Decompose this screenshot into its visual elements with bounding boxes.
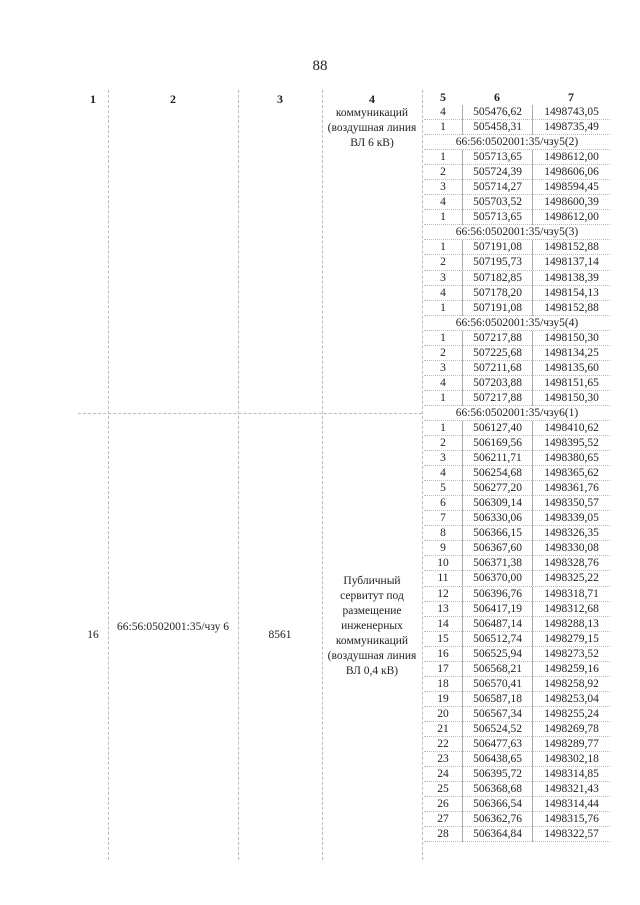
coordinate-row (424, 481, 610, 496)
coordinate-y: 1498138,39 (532, 271, 610, 286)
coordinate-row (424, 782, 610, 797)
coordinate-row (424, 180, 610, 195)
coordinate-x: 505713,65 (462, 150, 532, 165)
coordinate-y: 1498328,76 (532, 556, 610, 571)
point-number: 13 (437, 602, 449, 615)
coordinate-y: 1498253,04 (532, 692, 610, 707)
coordinate-row (424, 346, 610, 361)
coordinate-row (424, 301, 610, 316)
point-number: 1 (440, 331, 446, 344)
point-number: 26 (437, 798, 449, 811)
coordinate-y: 1498255,24 (532, 707, 610, 722)
section-heading: 66:56:0502001:35/чзу5(2) (424, 135, 610, 150)
coordinate-x: 506211,71 (462, 451, 532, 466)
coordinate-y: 1498134,25 (532, 346, 610, 361)
point-number: 3 (440, 271, 446, 284)
record-number: 16 (87, 629, 99, 641)
coordinate-row (424, 240, 610, 255)
coordinate-row (424, 496, 610, 511)
header-col-3: 3 (277, 92, 283, 106)
coordinate-x: 507191,08 (462, 240, 532, 255)
record-separator (78, 413, 422, 414)
point-number: 2 (440, 437, 446, 450)
coordinate-rows (424, 105, 610, 842)
point-number: 1 (440, 121, 446, 134)
coordinate-x: 505713,65 (462, 210, 532, 225)
coordinate-row (424, 120, 610, 135)
coordinate-row (424, 692, 610, 707)
point-number: 23 (437, 753, 449, 766)
point-number: 14 (437, 617, 449, 630)
point-number: 1 (440, 211, 446, 224)
page-number: 88 (312, 58, 328, 74)
coordinate-y: 1498395,52 (532, 436, 610, 451)
coordinate-x: 506524,52 (462, 722, 532, 737)
header-col-5: 5 (440, 90, 446, 104)
coordinate-row (424, 376, 610, 391)
point-number: 11 (437, 572, 449, 585)
column-divider (422, 90, 423, 860)
coordinate-x: 506570,41 (462, 677, 532, 692)
coordinate-y: 1498315,76 (532, 812, 610, 827)
coordinate-y: 1498314,44 (532, 797, 610, 812)
coordinate-table (424, 90, 610, 842)
coordinate-row (424, 647, 610, 662)
point-number: 1 (440, 151, 446, 164)
coordinate-x: 506512,74 (462, 632, 532, 647)
coordinate-x: 506438,65 (462, 752, 532, 767)
coordinate-x: 507195,73 (462, 255, 532, 270)
point-number: 9 (440, 542, 446, 555)
coordinate-x: 506396,76 (462, 587, 532, 602)
coordinate-row (424, 286, 610, 301)
coordinate-row (424, 587, 610, 602)
coordinate-row (424, 436, 610, 451)
coordinate-x: 507217,88 (462, 331, 532, 346)
coordinate-row (424, 105, 610, 120)
point-number: 2 (440, 346, 446, 359)
coordinate-y: 1498339,05 (532, 511, 610, 526)
coordinate-row (424, 150, 610, 165)
coordinate-y: 1498151,65 (532, 376, 610, 391)
coordinate-y: 1498150,30 (532, 331, 610, 346)
point-number: 1 (440, 241, 446, 254)
point-number: 3 (440, 361, 446, 374)
coordinate-row (424, 812, 610, 827)
coordinate-x: 507217,88 (462, 391, 532, 406)
coordinate-row (424, 526, 610, 541)
point-number: 3 (440, 452, 446, 465)
coordinate-y: 1498312,68 (532, 602, 610, 617)
record-description: Публичный сервитут под размещение инженерных коммуникаций (воздушная линия ВЛ 0,4 кВ) (327, 575, 417, 677)
header-col-7: 7 (568, 90, 574, 104)
coordinate-y: 1498152,88 (532, 301, 610, 316)
coordinate-y: 1498135,60 (532, 361, 610, 376)
point-number: 4 (440, 286, 446, 299)
coordinate-y: 1498600,39 (532, 195, 610, 210)
coordinate-row (424, 752, 610, 767)
record-columns (78, 90, 422, 860)
coordinate-row (424, 571, 610, 586)
point-number: 5 (440, 482, 446, 495)
coordinate-row (424, 737, 610, 752)
coordinate-x: 507191,08 (462, 301, 532, 316)
coordinate-y: 1498612,00 (532, 210, 610, 225)
coordinate-row (424, 767, 610, 782)
column-divider (108, 90, 109, 860)
coordinate-x: 506417,19 (462, 602, 532, 617)
coordinate-x: 505703,52 (462, 195, 532, 210)
point-number: 7 (440, 512, 446, 525)
point-number: 22 (437, 737, 449, 750)
coordinate-row (424, 331, 610, 346)
point-number: 25 (437, 783, 449, 796)
coordinate-y: 1498152,88 (532, 240, 610, 255)
header-col-4: 4 (369, 92, 375, 106)
coordinate-x: 506277,20 (462, 481, 532, 496)
coordinate-row (424, 511, 610, 526)
coordinate-row (424, 451, 610, 466)
coordinate-row (424, 632, 610, 647)
point-number: 16 (437, 647, 449, 660)
point-number: 1 (440, 301, 446, 314)
coordinate-row (424, 556, 610, 571)
point-number: 20 (437, 707, 449, 720)
coordinate-y: 1498361,76 (532, 481, 610, 496)
coordinate-row (424, 707, 610, 722)
coordinate-row (424, 421, 610, 436)
coordinate-x: 506395,72 (462, 767, 532, 782)
header-col-1: 1 (90, 92, 96, 106)
point-number: 1 (440, 421, 446, 434)
point-number: 10 (437, 557, 449, 570)
coordinate-row (424, 677, 610, 692)
coordinate-x: 506309,14 (462, 496, 532, 511)
point-number: 2 (440, 166, 446, 179)
coordinate-x: 506525,94 (462, 647, 532, 662)
coordinate-y: 1498330,08 (532, 541, 610, 556)
coordinate-x: 505714,27 (462, 180, 532, 195)
coordinate-x: 506362,76 (462, 812, 532, 827)
coordinate-x: 506364,84 (462, 827, 532, 842)
point-number: 4 (440, 467, 446, 480)
coordinate-x: 507203,88 (462, 376, 532, 391)
coordinate-row (424, 255, 610, 270)
coordinate-y: 1498318,71 (532, 587, 610, 602)
coordinate-x: 505476,62 (462, 105, 532, 120)
coordinate-x: 507182,85 (462, 271, 532, 286)
previous-record-description: коммуникаций (воздушная линия ВЛ 6 кВ) (327, 107, 417, 149)
coordinate-x: 506368,68 (462, 782, 532, 797)
header-col-6: 6 (494, 90, 500, 104)
point-number: 18 (437, 677, 449, 690)
coordinate-row (424, 797, 610, 812)
coordinate-x: 506127,40 (462, 421, 532, 436)
coordinate-y: 1498314,85 (532, 767, 610, 782)
coordinate-row (424, 602, 610, 617)
coordinate-y: 1498326,35 (532, 526, 610, 541)
coordinate-row (424, 391, 610, 406)
coordinate-x: 506330,06 (462, 511, 532, 526)
coordinate-y: 1498273,52 (532, 647, 610, 662)
point-number: 4 (440, 196, 446, 209)
coordinate-y: 1498289,77 (532, 737, 610, 752)
coordinate-x: 506366,54 (462, 797, 532, 812)
coordinate-y: 1498325,22 (532, 571, 610, 586)
coordinate-y: 1498154,13 (532, 286, 610, 301)
coordinate-x: 505724,39 (462, 165, 532, 180)
point-number: 15 (437, 632, 449, 645)
coordinate-x: 506477,63 (462, 737, 532, 752)
coordinate-y: 1498150,30 (532, 391, 610, 406)
point-number: 1 (440, 391, 446, 404)
coordinate-x: 506568,21 (462, 662, 532, 677)
point-number: 2 (440, 256, 446, 269)
section-heading: 66:56:0502001:35/чзу5(4) (424, 316, 610, 331)
coordinate-y: 1498410,62 (532, 421, 610, 436)
coordinate-y: 1498302,18 (532, 752, 610, 767)
coordinate-x: 506371,38 (462, 556, 532, 571)
point-number: 24 (437, 768, 449, 781)
point-number: 4 (440, 106, 446, 118)
point-number: 27 (437, 813, 449, 826)
record-area: 8561 (268, 629, 292, 641)
coordinate-y: 1498606,06 (532, 165, 610, 180)
point-number: 19 (437, 692, 449, 705)
column-divider (322, 90, 323, 860)
coordinate-x: 506254,68 (462, 466, 532, 481)
coordinate-x: 506169,56 (462, 436, 532, 451)
coordinate-x: 505458,31 (462, 120, 532, 135)
coordinate-y: 1498350,57 (532, 496, 610, 511)
coordinate-row (424, 541, 610, 556)
coordinate-y: 1498288,13 (532, 617, 610, 632)
point-number: 8 (440, 527, 446, 540)
coordinate-y: 1498735,49 (532, 120, 610, 135)
coordinate-y: 1498594,45 (532, 180, 610, 195)
coordinate-y: 1498269,78 (532, 722, 610, 737)
coordinate-y: 1498612,00 (532, 150, 610, 165)
coordinate-row (424, 271, 610, 286)
coordinate-y: 1498258,92 (532, 677, 610, 692)
coordinate-row (424, 617, 610, 632)
coordinate-y: 1498321,43 (532, 782, 610, 797)
coordinate-y: 1498322,57 (532, 827, 610, 842)
coordinate-y: 1498259,16 (532, 662, 610, 677)
coordinate-table-header (424, 90, 610, 105)
point-number: 3 (440, 181, 446, 194)
coordinate-x: 506370,00 (462, 571, 532, 586)
coordinate-x: 506366,15 (462, 526, 532, 541)
coordinate-y: 1498380,65 (532, 451, 610, 466)
column-divider (238, 90, 239, 860)
coordinate-x: 507178,20 (462, 286, 532, 301)
point-number: 21 (437, 722, 449, 735)
coordinate-x: 506367,60 (462, 541, 532, 556)
coordinate-row (424, 195, 610, 210)
coordinate-y: 1498743,05 (532, 105, 610, 120)
coordinate-y: 1498137,14 (532, 255, 610, 270)
coordinate-row (424, 361, 610, 376)
section-heading: 66:56:0502001:35/чзу6(1) (424, 406, 610, 421)
coordinate-y: 1498365,62 (532, 466, 610, 481)
coordinate-x: 506487,14 (462, 617, 532, 632)
coordinate-x: 507211,68 (462, 361, 532, 376)
point-number: 17 (437, 662, 449, 675)
coordinate-y: 1498279,15 (532, 632, 610, 647)
coordinate-row (424, 210, 610, 225)
header-col-2: 2 (170, 92, 176, 106)
coordinate-x: 507225,68 (462, 346, 532, 361)
coordinate-x: 506587,18 (462, 692, 532, 707)
coordinate-row (424, 662, 610, 677)
coordinate-row (424, 165, 610, 180)
point-number: 12 (437, 587, 449, 600)
point-number: 4 (440, 376, 446, 389)
coordinate-x: 506567,34 (462, 707, 532, 722)
coordinate-row (424, 722, 610, 737)
coordinate-row (424, 466, 610, 481)
point-number: 28 (437, 828, 449, 841)
point-number: 6 (440, 497, 446, 510)
record-cadastral-number: 66:56:0502001:35/чзу 6 (117, 621, 229, 633)
section-heading: 66:56:0502001:35/чзу5(3) (424, 225, 610, 240)
coordinate-row (424, 827, 610, 842)
